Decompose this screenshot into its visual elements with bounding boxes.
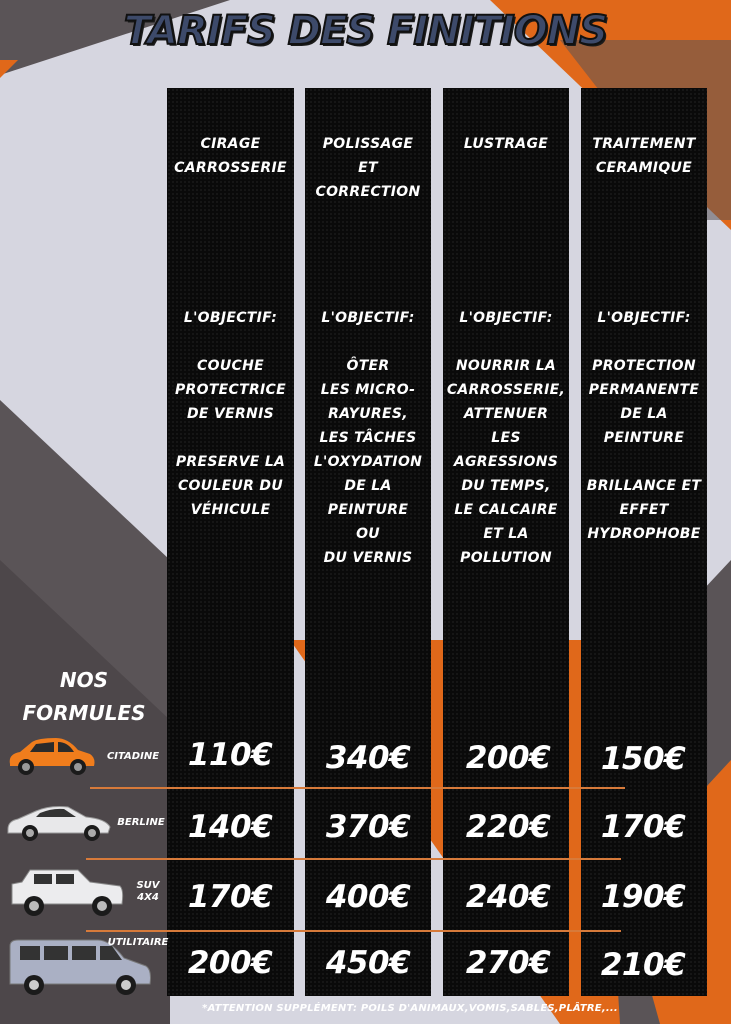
price-citadine-polissage: 340€ bbox=[325, 740, 411, 776]
objective-label: L'OBJECTIF: bbox=[459, 310, 553, 326]
row-divider bbox=[90, 787, 625, 789]
price-berline-polissage: 370€ bbox=[325, 809, 411, 845]
objective-label: L'OBJECTIF: bbox=[183, 310, 278, 326]
objective-label: L'OBJECTIF: bbox=[321, 310, 415, 326]
price-suv-lustrage: 240€ bbox=[465, 879, 551, 915]
price-utilitaire-lustrage: 270€ bbox=[465, 945, 551, 981]
price-citadine-lustrage: 200€ bbox=[465, 740, 551, 776]
objective-text: COUCHE PROTECTRICE DE VERNIS PRESERVE LA COULEUR DU VÉHICULE bbox=[174, 358, 286, 518]
price-utilitaire-traitement: 210€ bbox=[600, 947, 686, 983]
column-title: LUSTRAGE bbox=[463, 136, 549, 152]
formules-heading: NOS FORMULES bbox=[22, 668, 146, 725]
objective-text: PROTECTION PERMANENTE DE LA PEINTURE BRILLANCE ET EFFET HYDROPHOBE bbox=[586, 358, 702, 542]
row-divider bbox=[86, 930, 621, 932]
objective-text: NOURRIR LA CARROSSERIE, ATTENUER LES AGRESSIONS DU TEMPS, LE CALCAIRE ET LA POLLUTION bbox=[446, 358, 566, 566]
objective-text: ÔTER LES MICRO- RAYURES, LES TÂCHES L'OXYDATION DE LA PEINTURE OU DU VERNIS bbox=[313, 358, 423, 566]
objective-label: L'OBJECTIF: bbox=[597, 310, 691, 326]
page-title: TARIFS DES FINITIONS bbox=[123, 8, 608, 54]
column-title: TRAITEMENT CERAMIQUE bbox=[592, 136, 696, 176]
column-title: CIRAGE CARROSSERIE bbox=[174, 136, 287, 176]
price-suv-traitement: 190€ bbox=[600, 879, 686, 915]
price-berline-traitement: 170€ bbox=[600, 809, 686, 845]
price-citadine-traitement: 150€ bbox=[600, 741, 686, 777]
price-utilitaire-cirage: 200€ bbox=[187, 945, 273, 981]
vehicle-label-citadine: CITADINE bbox=[106, 751, 160, 762]
vehicle-label-suv: SUV 4X4 bbox=[136, 880, 160, 903]
vehicle-label-berline: BERLINE bbox=[117, 817, 165, 828]
price-citadine-cirage: 110€ bbox=[187, 737, 273, 773]
price-berline-cirage: 140€ bbox=[187, 809, 273, 845]
footer-note: *ATTENTION SUPPLÉMENT: POILS D'ANIMAUX,VOMIS,SABLES,PLÂTRE,... bbox=[202, 1003, 618, 1014]
price-suv-cirage: 170€ bbox=[187, 879, 273, 915]
orange-city-car-icon bbox=[6, 736, 96, 778]
vehicle-label-utilitaire: UTILITAIRE bbox=[107, 937, 169, 948]
white-suv-icon bbox=[8, 868, 126, 920]
price-berline-lustrage: 220€ bbox=[465, 809, 551, 845]
price-utilitaire-polissage: 450€ bbox=[325, 945, 411, 981]
row-divider bbox=[86, 858, 621, 860]
column-title: POLISSAGE ET CORRECTION bbox=[315, 136, 421, 200]
price-suv-polissage: 400€ bbox=[325, 879, 411, 915]
white-sedan-icon bbox=[6, 803, 112, 843]
